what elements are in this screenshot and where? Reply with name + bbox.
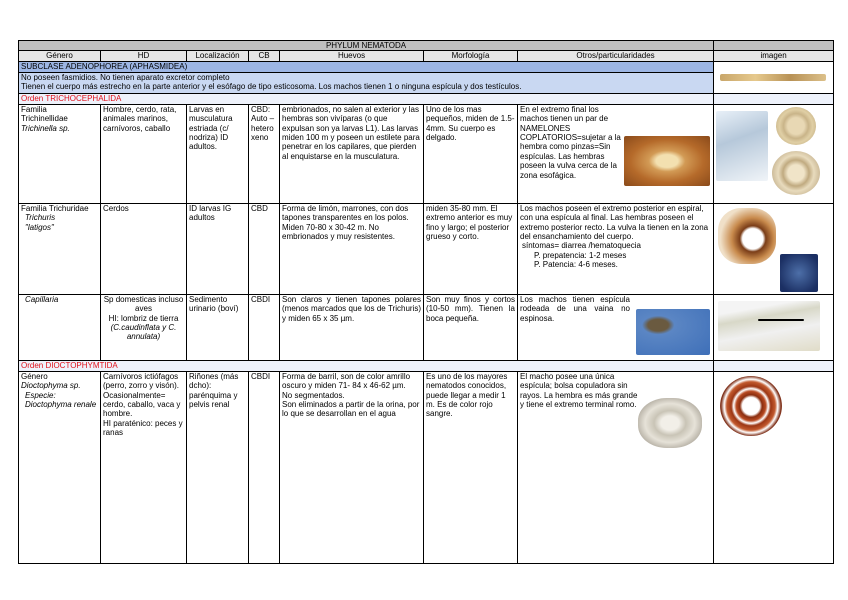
header-localizacion: Localización — [187, 51, 249, 61]
trichinella-coil-image — [776, 107, 816, 145]
phylum-title: PHYLUM NEMATODA — [19, 41, 714, 51]
trichinella-coil-image-2 — [772, 151, 820, 195]
header-morfologia: Morfología — [424, 51, 518, 61]
phylum-row — [19, 41, 834, 51]
orden-dioctophymtida-row — [19, 360, 834, 371]
table-row-capillaria: Capillaria Sp domesticas incluso aves HI: lombriz de tierra (C.caudinflata y C. annulata) Sedimento urinario (boví) CBDI Son claros y tienen tapones polares (menos marcados que los de Trichuris) y miden 65 x 35 µm. Son muy finos y cortos (10-50 mm). Tienen la boca pequeña. Los machos tienen espícula rodeada de una vaina no espinosa. — [19, 294, 834, 360]
header-huevos: Huevos — [280, 51, 424, 61]
trichinella-larva-image — [716, 111, 768, 181]
subclase-row — [19, 61, 834, 72]
table-row-trichuris: Familia Trichuridae Trichuris "latigos" Cerdos ID larvas IG adultos CBD Forma de limón, marrones, con dos tapones transparentes en los polos. Miden 70-80 x 30-42 m. No embrionados y muy resistentes. miden 35-80 mm. El extremo anterior es muy fino y largo; el posterior grueso y corto. Los machos poseen el extremo posterior en espiral, con una espícula al final. Las hembras poseen el extremo posterior recto. La vulva la tienen en la zona del ensanchamiento del cuerpo. síntomas= diarrea /hematoquecia P. prepatencia: 1-2 meses P. Patencia: 4-6 meses. — [19, 203, 834, 294]
subclase-title: SUBCLASE ADENOPHOREA (APHASMIDEA) — [19, 61, 714, 72]
header-row — [19, 51, 834, 61]
header-genero: Género — [19, 51, 101, 61]
table-row-trichinella: Familia Trichinellidae Trichinella sp. Hombre, cerdo, rata, animales marinos, carnívoros, caballo Larvas en musculatura estriada (c/ nodriza) ID adultos. CBD: Auto – hetero xeno embrionados, no salen al exterior y las hembras son vivíparas (o que expulsan son ya larvas L1). Las larvas miden 100 m y poseen un estilete para penetrar en los capilares, que pierden al enquistarse en la musculatura. Uno de los mas pequeños, miden de 1.5-4mm. Su cuerpo es delgado. En el extremo final los machos tienen un par de NAMELONES COPLATORIOS=sujetar a la hembra como pinzas=Sin espículas. Las hembras poseen la vulva cerca de la zona esofágica. — [19, 104, 834, 203]
orden-trichocephalida-row — [19, 93, 834, 104]
header-imagen: imagen — [714, 51, 834, 61]
trichuris-worm-image — [718, 208, 776, 264]
header-otros: Otros/particularidades — [518, 51, 714, 61]
capillaria-egg-image — [636, 309, 710, 355]
orden-trichocephalida-title: Orden TRICHOCEPHALIDA — [19, 93, 714, 104]
worm-strip-image — [720, 74, 826, 81]
nematoda-table — [18, 40, 834, 564]
dioctophyma-egg-image — [638, 398, 702, 448]
orden-dioctophymtida-title: Orden DIOCTOPHYMTIDA — [19, 360, 714, 371]
description-line-2: Tienen el cuerpo más estrecho en la parte anterior y el esófago de tipo esticosoma. Los machos tienen 1 o ninguna espícula y dos testículos. — [21, 82, 522, 92]
trichuris-blue-image — [780, 254, 818, 292]
table-row-dioctophyma: Género Dioctophyma sp. Especie: Dioctophyma renale Carnívoros ictiófagos (perro, zorro y visón). Ocasionalmente= cerdo, caballo, vaca y hombre. HI paraténico: peces y ranas Riñones (más dcho): parénquima y pelvis renal CBDI Forma de barril, son de color amrillo oscuro y miden 71- 84 x 46-62 µm. No segmentados. Son eliminados a partir de la orina, por lo que se desarrollan en el agua Es uno de los mayores nematodos conocidos, puede llegar a medir 1 m. Es de color rojo sangre. El macho posee una única espícula; bolsa copuladora sin rayos. La hembra es más grande y tiene el extremo terminal romo. — [19, 371, 834, 563]
nematoda-table-sheet — [18, 40, 833, 564]
trichinella-cyst-image — [624, 136, 710, 186]
dioctophyma-worm-image — [720, 376, 782, 436]
description-line-1: No poseen fasmidios. No tienen aparato excretor completo — [21, 72, 230, 82]
capillaria-worm-image — [718, 301, 820, 351]
header-cb: CB — [249, 51, 280, 61]
subclase-description-row — [19, 72, 834, 93]
header-hd: HD — [101, 51, 187, 61]
